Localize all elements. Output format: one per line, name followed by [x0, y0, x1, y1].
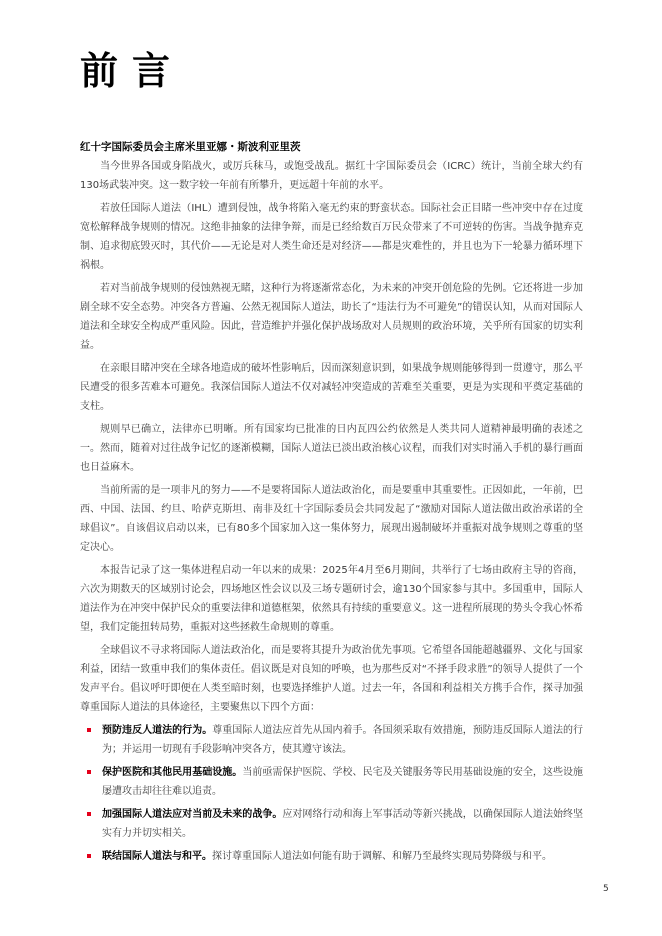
red-square-bullet-icon	[87, 854, 91, 858]
list-item-text: 探讨尊重国际人道法如何能有助于调解、和解乃至最终实现局势降级与和平。	[212, 851, 552, 862]
red-square-bullet-icon	[87, 812, 91, 816]
paragraph: 规则早已确立，法律亦已明晰。所有国家均已批准的日内瓦四公约依然是人类共同人道精神最明确的表述之一。然而，随着对过往战争记忆的逐渐模糊，国际人道法已淡出政治核心议程，而我们对实时涌入手机的暴行画面也日益麻木。	[80, 424, 583, 473]
paragraph: 当前所需的是一项非凡的努力——不是要将国际人道法政治化，而是要重申其重要性。正因如此，一年前，巴西、中国、法国、约旦、哈萨克斯坦、南非及红十字国际委员会共同发起了“激励对国际人道法做出政治承诺的全球倡议”。自该倡议启动以来，已有80多个国家加入这一集体努力，展现出遏制破坏并重振对战争规则之尊重的坚定决心。	[80, 485, 583, 553]
list-item-heading: 保护医院和其他民用基础设施。	[102, 767, 243, 778]
list-item-heading: 联结国际人道法与和平。	[102, 851, 212, 862]
list-item-heading: 加强国际人道法应对当前及未来的战争。	[102, 809, 283, 820]
list-item	[102, 721, 583, 759]
paragraph: 在亲眼目睹冲突在全球各地造成的破坏性影响后，因而深刻意识到，如果战争规则能够得到一贯遵守，那么平民遭受的很多苦难本可避免。我深信国际人道法不仅对减轻冲突造成的苦难至关重要，更是为实现和平奠定基础的支柱。	[80, 363, 583, 412]
author-byline: 红十字国际委员会主席米里亚娜・斯波利亚里茨	[80, 141, 301, 153]
list-item	[102, 847, 583, 866]
paragraph: 当今世界各国或身陷战火，或厉兵秣马，或饱受战乱。据红十字国际委员会（ICRC）统计，当前全球大约有130场武装冲突。这一数字较一年前有所攀升，更远超十年前的水平。	[80, 161, 583, 191]
list-item	[102, 763, 583, 801]
list-item-text: 尊重国际人道法应首先从国内着手。各国须采取有效措施，预防违反国际人道法的行为；并运用一切现有手段影响冲突各方，使其遵守该法。	[102, 725, 583, 755]
paragraph: 若放任国际人道法（IHL）遭到侵蚀，战争将陷入毫无约束的野蛮状态。国际社会正目睹一些冲突中存在过度宽松解释战争规则的情况。这绝非抽象的法律争辩，而是已经给数百万民众带来了不可逆转的伤害。当战争抛弃克制、追求彻底毁灭时，其代价——无论是对人类生命还是对经济——都是灾难性的，并且也为下一轮暴力循环埋下祸根。	[80, 203, 583, 271]
list-item-heading: 预防违反人道法的行为。	[102, 725, 213, 736]
paragraph: 本报告记录了这一集体进程启动一年以来的成果：2025年4月至6月期间，共举行了七场由政府主导的咨商，六次为期数天的区域别讨论会，四场地区性会议以及三场专题研讨会，逾130个国家参与其中。多国重申，国际人道法作为在冲突中保护民众的重要法律和道德框架，依然具有持续的重要意义。这一进程所展现的势头令我心怀希望，我们定能扭转局势，重振对这些拯救生命规则的尊重。	[80, 565, 583, 633]
focus-areas-list	[80, 721, 583, 866]
red-square-bullet-icon	[87, 728, 91, 732]
paragraph: 若对当前战争规则的侵蚀熟视无睹，这种行为将逐渐常态化，为未来的冲突开创危险的先例。它还将进一步加剧全球不安全态势。冲突各方普遍、公然无视国际人道法，助长了“违法行为不可避免”的错误认知，从而对国际人道法和全球安全构成严重风险。因此，营造维护并强化保护战场敌对人员规则的政治环境，关乎所有国家的切实利益。	[80, 283, 583, 351]
page-number: 5	[603, 884, 609, 894]
list-item	[102, 805, 583, 843]
red-square-bullet-icon	[87, 770, 91, 774]
preface-body	[80, 138, 583, 870]
page-title: 前言	[80, 49, 185, 93]
list-item-text: 当前亟需保护医院、学校、民宅及关键服务等民用基础设施的安全，这些设施屡遭攻击却往往难以追责。	[102, 767, 584, 797]
list-item-text: 应对网络行动和海上军事活动等新兴挑战，以确保国际人道法始终坚实有力并切实相关。	[102, 809, 584, 839]
paragraph: 全球倡议不寻求将国际人道法政治化，而是要将其提升为政治优先事项。它希望各国能超越疆界、文化与国家利益，团结一致重申我们的集体责任。倡议既是对良知的呼唤，也为那些反对“不择手段求胜”的领导人提供了一个发声平台。倡议呼吁即便在人类至暗时刻，也要选择维护人道。过去一年，各国和利益相关方携手合作，探寻加强尊重国际人道法的具体途径，主要聚焦以下四个方面：	[80, 645, 583, 713]
